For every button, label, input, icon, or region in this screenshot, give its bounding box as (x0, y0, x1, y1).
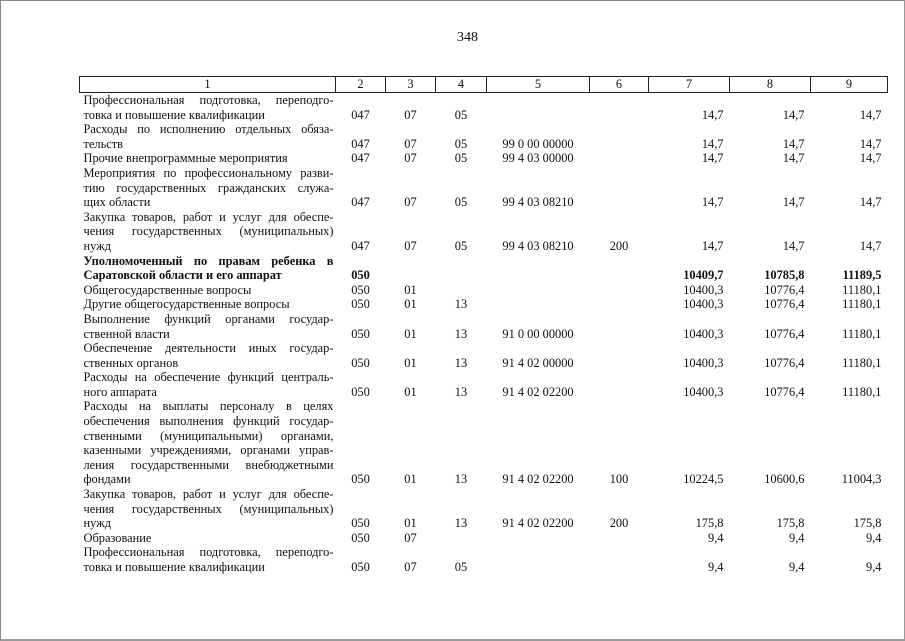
amount-year-3-cell: 9,4 (866, 560, 882, 574)
expense-type-code-cell (590, 93, 649, 123)
target-article-code-cell: 91 4 02 00000 (502, 355, 574, 370)
table-row (80, 151, 888, 166)
row-name-line: Профессиональная подготовка, переподго- (83, 93, 334, 107)
subsection-code-cell (436, 254, 487, 283)
amount-year-2-cell: 14,7 (782, 151, 805, 166)
chapter-code-cell: 01 (404, 384, 417, 399)
row-name-cell (80, 312, 336, 341)
section-code-cell: 050 (351, 384, 370, 399)
row-name-line: Другие общегосударственные вопросы (83, 297, 290, 312)
target-article-code-cell (487, 297, 590, 312)
column-header: 5 (487, 77, 590, 93)
target-article-code-cell (487, 545, 590, 574)
row-name-line: обеспечения выполнения функций государ- (83, 414, 334, 429)
amount-year-1-cell: 9,4 (708, 560, 724, 574)
amount-year-1-cell: 14,7 (701, 151, 724, 166)
subsection-code-cell: 13 (454, 384, 468, 399)
amount-year-2-cell: 175,8 (776, 516, 805, 531)
table-row (80, 531, 888, 546)
subsection-code-cell: 05 (454, 195, 468, 210)
expense-type-code-cell: 100 (609, 472, 629, 487)
expense-type-code-cell (590, 341, 649, 370)
row-name-cell (80, 487, 336, 531)
row-name-line: Расходы по исполнению отдельных обяза- (83, 122, 334, 137)
amount-year-3-cell: 175,8 (853, 516, 882, 531)
target-article-code-cell (487, 531, 590, 546)
section-code-cell: 047 (351, 136, 370, 151)
section-code-cell: 050 (351, 268, 370, 283)
subsection-code-cell: 05 (454, 107, 468, 122)
chapter-code-cell: 01 (404, 355, 417, 370)
table-body (80, 93, 888, 575)
row-name-line: ственных органов (83, 355, 179, 370)
subsection-code-cell: 13 (454, 516, 468, 531)
target-article-code-cell: 91 4 02 02200 (502, 516, 574, 531)
table-row (80, 210, 888, 254)
budget-table (79, 76, 888, 575)
chapter-code-cell: 01 (404, 516, 417, 531)
row-name-cell (80, 545, 336, 574)
row-name-line: Образование (83, 530, 152, 545)
row-name-line: тию государственных гражданских служа- (83, 180, 334, 195)
amount-year-1-cell: 10400,3 (683, 282, 724, 297)
section-code-cell: 047 (351, 195, 370, 210)
expense-type-code-cell (590, 283, 649, 298)
row-name-line: Общегосударственные вопросы (83, 282, 252, 297)
row-name-line: чения государственных (муниципальных) (83, 224, 334, 239)
row-name-cell (80, 341, 336, 370)
chapter-code-cell: 07 (404, 560, 417, 574)
table-row (80, 283, 888, 298)
amount-year-2-cell: 10776,4 (764, 326, 805, 341)
row-name-line: ственной власти (83, 326, 170, 341)
expense-type-code-cell (590, 254, 649, 283)
subsection-code-cell: 13 (454, 297, 468, 312)
amount-year-2-cell: 14,7 (782, 136, 805, 151)
row-name-cell (80, 122, 336, 151)
row-name-line: товка и повышение квалификации (83, 107, 265, 122)
amount-year-3-cell: 14,7 (859, 195, 882, 210)
expense-type-code-cell (590, 312, 649, 341)
column-header: 9 (811, 77, 888, 93)
amount-year-1-cell: 14,7 (701, 136, 724, 151)
amount-year-1-cell: 10224,5 (683, 472, 724, 487)
amount-year-1-cell: 10400,3 (683, 384, 724, 399)
table-row (80, 254, 888, 283)
amount-year-2-cell: 9,4 (789, 560, 805, 574)
chapter-code-cell (386, 254, 436, 283)
amount-year-3-cell: 11180,1 (842, 297, 882, 312)
amount-year-1-cell: 10400,3 (683, 297, 724, 312)
section-code-cell: 050 (351, 282, 370, 297)
subsection-code-cell (436, 283, 487, 298)
row-name-line: Мероприятия по профессиональному разви- (83, 165, 334, 180)
section-code-cell: 050 (351, 516, 370, 531)
table-row (80, 166, 888, 210)
expense-type-code-cell (590, 531, 649, 546)
chapter-code-cell: 07 (404, 238, 417, 253)
amount-year-1-cell: 10400,3 (683, 326, 724, 341)
table-row (80, 93, 888, 123)
amount-year-3-cell: 14,7 (859, 238, 882, 253)
amount-year-2-cell: 10785,8 (764, 268, 805, 283)
row-name-line: товка и повышение квалификации (83, 560, 265, 574)
amount-year-3-cell: 11189,5 (842, 268, 882, 283)
amount-year-3-cell: 14,7 (859, 136, 882, 151)
chapter-code-cell: 07 (404, 195, 417, 210)
amount-year-1-cell: 14,7 (701, 107, 724, 122)
section-code-cell: 047 (351, 151, 370, 166)
row-name-line: Уполномоченный по правам ребенка в (83, 253, 334, 268)
table-row (80, 487, 888, 531)
amount-year-3-cell: 14,7 (859, 151, 882, 166)
row-name-line: Закупка товаров, работ и услуг для обеспе- (83, 487, 334, 502)
amount-year-3-cell: 11180,1 (842, 282, 882, 297)
row-name-cell (80, 297, 336, 312)
column-header: 4 (436, 77, 487, 93)
row-name-line: Выполнение функций органами государ- (83, 311, 334, 326)
row-name-line: тельств (83, 136, 124, 151)
amount-year-2-cell: 10776,4 (764, 384, 805, 399)
chapter-code-cell: 07 (404, 136, 417, 151)
expense-type-code-cell (590, 297, 649, 312)
subsection-code-cell: 13 (454, 326, 468, 341)
chapter-code-cell: 01 (404, 472, 417, 487)
row-name-line: Профессиональная подготовка, переподго- (83, 545, 334, 560)
amount-year-3-cell: 11180,1 (842, 355, 882, 370)
row-name-line: ного аппарата (83, 384, 157, 399)
amount-year-1-cell: 10409,7 (683, 268, 724, 283)
row-name-line: нужд (83, 516, 112, 531)
row-name-line: Прочие внепрограммные мероприятия (83, 151, 288, 166)
row-name-line: казенными учреждениями, органами управ- (83, 443, 334, 458)
amount-year-2-cell: 14,7 (782, 195, 805, 210)
target-article-code-cell: 99 4 03 00000 (502, 151, 574, 166)
row-name-line: Обеспечение деятельности иных государ- (83, 341, 334, 356)
amount-year-1-cell: 14,7 (701, 238, 724, 253)
column-header: 1 (80, 77, 336, 93)
column-header: 3 (386, 77, 436, 93)
amount-year-3-cell: 11004,3 (841, 472, 882, 487)
section-code-cell: 047 (351, 107, 370, 122)
section-code-cell: 047 (351, 238, 370, 253)
amount-year-1-cell: 175,8 (695, 516, 724, 531)
subsection-code-cell: 13 (454, 472, 468, 487)
row-name-cell (80, 210, 336, 254)
amount-year-2-cell: 10776,4 (764, 297, 805, 312)
table-row (80, 399, 888, 487)
section-code-cell: 050 (351, 560, 370, 574)
target-article-code-cell (487, 254, 590, 283)
page-number: 348 (457, 30, 478, 45)
section-code-cell: 050 (351, 297, 370, 312)
column-header: 7 (649, 77, 730, 93)
expense-type-code-cell: 200 (609, 516, 629, 531)
amount-year-1-cell: 14,7 (701, 195, 724, 210)
table-header-row (80, 77, 888, 93)
chapter-code-cell: 07 (404, 151, 417, 166)
section-code-cell: 050 (351, 472, 370, 487)
row-name-line: Расходы на обеспечение функций централь- (83, 370, 334, 385)
chapter-code-cell: 01 (404, 326, 417, 341)
row-name-line: ственными (муниципальными) органами, (83, 428, 334, 443)
target-article-code-cell (487, 93, 590, 123)
chapter-code-cell: 07 (404, 530, 417, 545)
subsection-code-cell: 13 (454, 355, 468, 370)
table-row (80, 341, 888, 370)
amount-year-2-cell: 10776,4 (764, 355, 805, 370)
row-name-cell (80, 93, 336, 123)
subsection-code-cell: 05 (454, 136, 468, 151)
target-article-code-cell: 99 4 03 08210 (502, 195, 574, 210)
amount-year-3-cell: 11180,1 (842, 384, 882, 399)
expense-type-code-cell: 200 (609, 238, 629, 253)
row-name-line: чения государственных (муниципальных) (83, 501, 334, 516)
expense-type-code-cell (590, 151, 649, 166)
row-name-line: щих области (83, 195, 151, 210)
row-name-cell (80, 531, 336, 546)
table-row (80, 312, 888, 341)
row-name-line: Расходы на выплаты персоналу в целях (83, 399, 334, 414)
target-article-code-cell: 91 4 02 02200 (502, 384, 574, 399)
amount-year-1-cell: 9,4 (708, 530, 724, 545)
column-header: 6 (590, 77, 649, 93)
table-row (80, 297, 888, 312)
column-header: 2 (336, 77, 386, 93)
row-name-line: ления государственными внебюджетными (83, 457, 334, 472)
column-header: 8 (730, 77, 811, 93)
amount-year-1-cell: 10400,3 (683, 355, 724, 370)
chapter-code-cell: 07 (404, 107, 417, 122)
row-name-line: нужд (83, 238, 112, 253)
subsection-code-cell: 05 (454, 151, 468, 166)
row-name-cell (80, 166, 336, 210)
section-code-cell: 050 (351, 355, 370, 370)
amount-year-3-cell: 9,4 (866, 530, 882, 545)
row-name-cell (80, 151, 336, 166)
amount-year-2-cell: 14,7 (782, 238, 805, 253)
amount-year-2-cell: 10776,4 (764, 282, 805, 297)
table-row (80, 370, 888, 399)
row-name-cell (80, 283, 336, 298)
section-code-cell: 050 (351, 530, 370, 545)
amount-year-2-cell: 10600,6 (764, 472, 805, 487)
table-row (80, 122, 888, 151)
row-name-cell (80, 370, 336, 399)
expense-type-code-cell (590, 166, 649, 210)
table-row (80, 545, 888, 574)
amount-year-2-cell: 14,7 (782, 107, 805, 122)
amount-year-3-cell: 14,7 (859, 107, 882, 122)
target-article-code-cell: 91 4 02 02200 (502, 472, 574, 487)
expense-type-code-cell (590, 122, 649, 151)
target-article-code-cell: 99 4 03 08210 (502, 238, 574, 253)
chapter-code-cell: 01 (404, 297, 417, 312)
row-name-cell (80, 254, 336, 283)
chapter-code-cell: 01 (404, 282, 417, 297)
amount-year-2-cell: 9,4 (789, 530, 805, 545)
expense-type-code-cell (590, 545, 649, 574)
expense-type-code-cell (590, 370, 649, 399)
subsection-code-cell: 05 (454, 560, 468, 574)
row-name-cell (80, 399, 336, 487)
row-name-line: Саратовской области и его аппарат (83, 268, 282, 283)
subsection-code-cell (436, 531, 487, 546)
row-name-line: фондами (83, 472, 131, 487)
section-code-cell: 050 (351, 326, 370, 341)
target-article-code-cell (487, 283, 590, 298)
amount-year-3-cell: 11180,1 (842, 326, 882, 341)
target-article-code-cell: 99 0 00 00000 (502, 136, 574, 151)
target-article-code-cell: 91 0 00 00000 (502, 326, 574, 341)
subsection-code-cell: 05 (454, 238, 468, 253)
row-name-line: Закупка товаров, работ и услуг для обеспе- (83, 209, 334, 224)
